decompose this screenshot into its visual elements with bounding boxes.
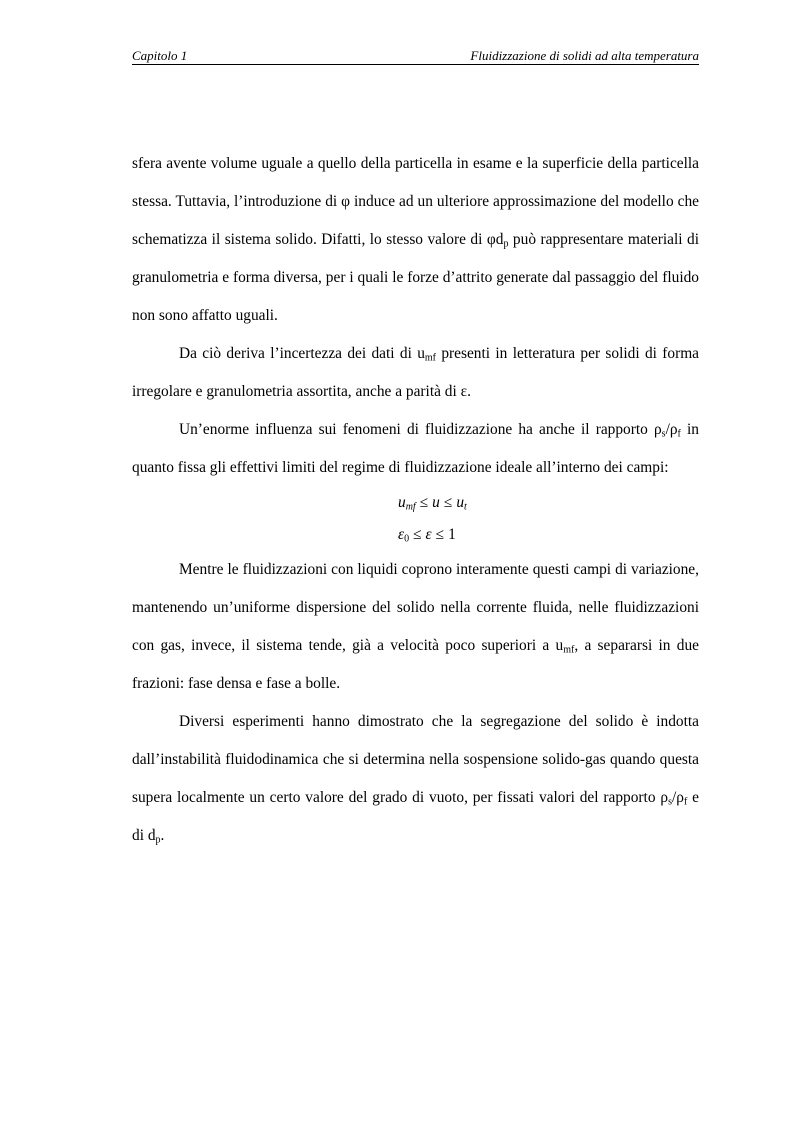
formula-u: u xyxy=(398,494,406,511)
text-run: Diversi esperimenti hanno dimostrato che la segregazione del solido è indotta dall’instabilità fluidodinamica che si determina nella sospensione solido-gas quando questa supera localmente un certo valore del grado di vuoto, per fissati valori del rapporto xyxy=(132,713,699,806)
subscript-f: f xyxy=(677,428,681,440)
paragraph-1 xyxy=(132,145,699,335)
subscript-s: s xyxy=(661,428,666,440)
subscript-mf: mf xyxy=(424,352,436,364)
epsilon-symbol: ε xyxy=(460,383,468,400)
chapter-title: Fluidizzazione di solidi ad alta temperatura xyxy=(470,48,699,63)
text-run: sfera avente volume uguale a quello della particella in esame e la superficie della particella stessa. Tuttavia, l’introduzione di xyxy=(132,155,699,210)
subscript-s: s xyxy=(668,796,672,808)
chapter-label: Capitolo 1 xyxy=(132,48,188,63)
body-text xyxy=(132,145,699,855)
phi-symbol: φ xyxy=(486,231,496,248)
text-run: presenti in letteratura per solidi di forma irregolare e granulometria assortita, anche a parità di xyxy=(132,345,700,400)
formula-subscript-mf: mf xyxy=(405,501,416,513)
paragraph-4 xyxy=(132,551,699,703)
formula-subscript-t: t xyxy=(464,501,467,513)
rho-symbol: ρ xyxy=(660,789,669,806)
d-symbol: d xyxy=(495,231,504,248)
paragraph-2 xyxy=(132,335,699,411)
formula-u: u xyxy=(432,494,440,511)
formula-umf-range xyxy=(132,487,699,519)
slash: / xyxy=(665,421,670,438)
slash: / xyxy=(671,789,677,806)
formula-epsilon: ε xyxy=(398,526,405,543)
text-run: Da ciò deriva l’incertezza dei dati di xyxy=(179,345,418,362)
text-run: Mentre le fluidizzazioni con liquidi coprono interamente questi campi di variazione, mantenendo un’uniforme dispersione del solido nella corrente fluida, nelle fluidizzazioni con gas, invece, il sistema tende, già a velocità poco superiori a xyxy=(132,561,699,654)
subscript-mf: mf xyxy=(563,644,575,656)
leq-symbol: ≤ xyxy=(435,526,445,543)
d-symbol: d xyxy=(147,827,156,844)
text-run: può rappresentare materiali di granulometria e forma diversa, per i quali le forze d’attrito generate dal passaggio del fluido non sono affatto uguali. xyxy=(132,231,699,324)
u-symbol: u xyxy=(417,345,425,362)
paragraph-5 xyxy=(132,703,699,855)
formula-subscript-0: 0 xyxy=(404,533,410,545)
rho-symbol: ρ xyxy=(669,421,678,438)
subscript-p: p xyxy=(503,238,509,250)
subscript-p: p xyxy=(155,834,161,846)
text-run: induce ad un ulteriore approssimazione del modello che schematizza il sistema solido. Difatti, lo stesso valore di xyxy=(132,193,699,248)
rho-symbol: ρ xyxy=(653,421,662,438)
rho-symbol: ρ xyxy=(676,789,684,806)
phi-symbol: φ xyxy=(341,193,351,210)
formula-epsilon: ε xyxy=(425,526,432,543)
leq-symbol: ≤ xyxy=(443,494,453,511)
text-run: , a separarsi in due frazioni: fase densa e fase a bolle. xyxy=(132,637,699,692)
text-run: . xyxy=(467,383,471,400)
text-run: in quanto fissa gli effettivi limiti del regime di fluidizzazione ideale all’interno dei campi: xyxy=(132,421,699,476)
paragraph-3 xyxy=(132,411,699,487)
formula-one: 1 xyxy=(448,526,456,543)
leq-symbol: ≤ xyxy=(413,526,422,543)
formula-u: u xyxy=(456,494,465,511)
u-symbol: u xyxy=(555,637,564,654)
text-run: . xyxy=(160,827,165,844)
text-run: Un’enorme influenza sui fenomeni di fluidizzazione ha anche il rapporto xyxy=(179,421,654,438)
page-header xyxy=(132,48,699,65)
leq-symbol: ≤ xyxy=(419,494,429,511)
formula-epsilon-range xyxy=(132,519,699,551)
text-run: e di xyxy=(132,789,699,844)
subscript-f: f xyxy=(683,796,688,808)
